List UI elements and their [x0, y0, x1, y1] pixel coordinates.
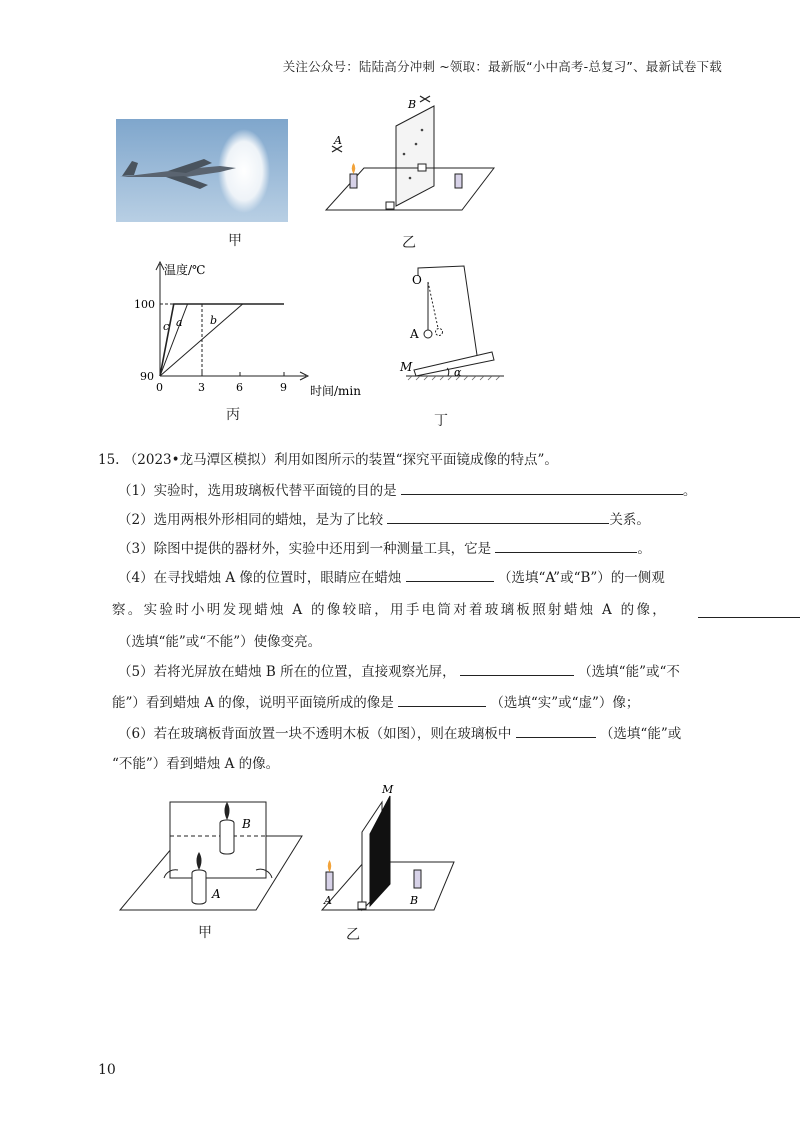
part-6-text-b: （选填“能”或: [599, 726, 682, 742]
mirror-setup-diagram: [322, 94, 502, 216]
answer-blank-6[interactable]: [460, 661, 574, 676]
candle-b-label: B: [410, 894, 419, 907]
pivot-o-label: O: [412, 273, 422, 287]
curve-a-label: a: [176, 316, 183, 329]
part-4-text-d: （选填“能”或“不能”）使像变亮。: [118, 634, 322, 650]
part-5-text-a: （5）若将光屏放在蜡烛 B 所在的位置，直接观察光屏，: [118, 664, 456, 680]
pendulum-diagram: [392, 262, 512, 386]
y-tick-90: 90: [140, 370, 154, 383]
ball-a-label: A: [410, 327, 419, 341]
candle-b-label: B: [408, 98, 417, 111]
part-5-text-d: （选填“实”或“虚”）像；: [490, 695, 640, 711]
part-5-text-c: 能”）看到蜡烛 A 的像，说明平面镜所成的像是: [112, 695, 394, 711]
angle-alpha-label: α: [454, 366, 462, 379]
opaque-board-diagram: [318, 782, 458, 916]
question-stem-text: 利用如图所示的装置“探究平面镜成像的特点”。: [274, 452, 558, 468]
curve-c-label: c: [163, 320, 170, 333]
page-header: 关注公众号：陆陆高分冲刺 ~领取：最新版“小中高考-总复习”、最新试卷下载: [282, 59, 722, 74]
figure-bottom-yi-caption: 乙: [346, 927, 360, 943]
figure-jia-caption: 甲: [228, 233, 242, 249]
figure-bottom-jia-caption: 甲: [198, 925, 212, 941]
question-part-5: [118, 661, 680, 682]
answer-blank-7[interactable]: [398, 692, 486, 707]
x-tick-9: 9: [280, 381, 287, 394]
part-1-text: （1）实验时，选用玻璃板代替平面镜的目的是: [118, 483, 397, 499]
part-1-end: 。: [682, 483, 697, 499]
candle-a-label: A: [324, 894, 332, 907]
figure-yi-caption: 乙: [402, 235, 416, 251]
question-part-4: [118, 567, 665, 588]
figure-bing-caption: 丙: [226, 407, 240, 423]
y-axis-label: 温度/℃: [164, 263, 206, 277]
series-line-c: [160, 304, 284, 376]
question-part-3: [118, 538, 651, 559]
part-6-text-c: “不能”）看到蜡烛 A 的像。: [112, 756, 280, 772]
question-part-6: [118, 723, 681, 744]
y-tick-100: 100: [134, 298, 155, 311]
question-source: （2023•龙马潭区模拟）: [123, 452, 275, 468]
question-part-4-line-2: [112, 600, 668, 620]
question-number: 15.: [98, 452, 120, 468]
part-4-text-b: （选填“A”或“B”）的一侧观: [498, 570, 665, 586]
curve-b-label: b: [210, 314, 218, 327]
candle-a-label: A: [334, 134, 342, 147]
candle-b-label: B: [242, 817, 251, 831]
temperature-chart: [134, 258, 384, 400]
answer-blank-3[interactable]: [495, 538, 637, 553]
part-3-end: 。: [637, 541, 651, 557]
part-2-end: 关系。: [609, 512, 650, 528]
answer-blank-5[interactable]: [698, 617, 800, 618]
x-tick-0: 0: [156, 381, 163, 394]
part-4-text-a: （4）在寻找蜡烛 A 像的位置时，眼睛应在蜡烛: [118, 570, 402, 586]
part-6-text-a: （6）若在玻璃板背面放置一块不透明木板（如图），则在玻璃板中: [118, 726, 512, 742]
part-2-text: （2）选用两根外形相同的蜡烛，是为了比较: [118, 512, 384, 528]
question-part-5-line-2: [112, 692, 639, 713]
question-part-1: [118, 480, 696, 501]
answer-blank-1[interactable]: [401, 480, 683, 495]
x-tick-6: 6: [236, 381, 243, 394]
part-4-text-c: 察。实验时小明发现蜡烛 A 的像较暗，用手电筒对着玻璃板照射蜡烛 A 的像，: [112, 602, 669, 618]
part-5-text-b: （选填“能”或“不: [578, 664, 680, 680]
question-part-6-line-2: [112, 754, 279, 774]
board-m-label: M: [382, 783, 394, 796]
jet-photo: [116, 119, 288, 222]
question-part-4-line-3: [118, 632, 321, 652]
answer-blank-4[interactable]: [406, 567, 494, 582]
part-3-text: （3）除图中提供的器材外，实验中还用到一种测量工具，它是: [118, 541, 492, 557]
series-line-a: [160, 304, 284, 376]
answer-blank-8[interactable]: [516, 723, 596, 738]
x-tick-3: 3: [198, 381, 205, 394]
question-part-2: [118, 509, 650, 530]
figure-ding-caption: 丁: [434, 413, 448, 429]
answer-blank-2[interactable]: [387, 509, 609, 524]
candle-a-label: A: [212, 887, 221, 901]
page-number: 10: [98, 1062, 116, 1078]
candle-plate-diagram: [116, 798, 306, 916]
question-stem: [98, 450, 558, 470]
x-axis-label: 时间/min: [310, 384, 361, 398]
mirror-m-label: M: [400, 360, 413, 374]
